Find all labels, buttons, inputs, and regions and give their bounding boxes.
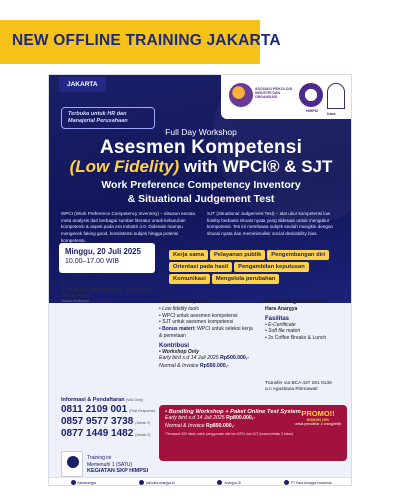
venue-name: Amaris Hotel* [68,279,111,286]
workshop-only-label: • Workshop Only [159,348,199,355]
himpsi-logo-label: HIMPSI [305,109,319,113]
materi-item: • Low fidelity tools [159,305,199,312]
contact-heading-text: Informasi & Pendaftaran [61,397,125,403]
top-banner [0,20,400,64]
partner-logos [221,75,351,119]
workshop-subtitle: Full Day Workshop [165,127,237,137]
promo-normal-value: Rp850.000,- [205,422,235,429]
pemateri-heading: Pemateri [265,293,291,299]
contact-section [61,397,165,439]
transfer-line: a.n Agustiana Rismawati [265,387,318,393]
phone-number-value: 0811 2109 001 [61,404,128,415]
audience-line-1: Terbuka untuk HR dan [68,111,127,117]
normal-price [159,363,255,370]
competency-chip: Pelayanan publik [210,250,265,260]
wpci-description: WPCI (Work Preference Competency Inventory) – disusun secara meta analysis dari berbagai sumber literatur untuk kebutuhan kompetensi & aspek pada era Industri 4.0. Didesain mampu mengecek faking good, konsistensi subjek hingga potensi kompetensi. [61,211,195,243]
instagram-icon [71,480,76,485]
sjt-description: SJT (Situational Judgement Test) – alat ukur kompetensi low fidelity berbasis situasi nyata yang didesain untuk mengukur kompetensi. Tes ini membawa subjek seolah mungkin dengan situasi nyata dan meminimalisir social desirability bias. [207,211,334,236]
transfer-line: Transfer via BCA 437 261 8136 [265,381,332,386]
materi-item: • WPCI untuk asesmen kompetensi [159,312,238,319]
low-fidelity-highlight: (Low Fidelity) [69,157,180,176]
promo-early-label: Early bird s.d 14 Juli 2025 [165,415,227,421]
promo-badge-title: PROMO!! [301,409,335,418]
linkedin-icon [284,480,289,485]
poster-footer [49,477,352,486]
footer-instagram [71,480,97,485]
youtube-icon [217,480,222,485]
venue-address: Jl. Pasar Baru Timur No.20-21, Sawah Besar, Jakarta Pusat [61,287,154,299]
footer-linkedin [284,480,331,485]
transfer-info [265,381,349,394]
competency-chip: Mengelola perubahan [212,274,280,284]
phone-number [61,416,165,427]
venue-note: *dalam konfirmasi [61,299,89,304]
wpci-fullname: Work Preference Competency Inventory [101,179,301,191]
apio-logo-icon [229,83,253,107]
competency-chip: Pengembangan diri [267,250,329,260]
contact-heading-note: (WA Only) [126,398,144,402]
footer-youtube-label: Anargya ID [224,480,241,485]
sjt-fullname: & Situational Judgement Test [127,193,275,205]
footer-website-label: psikotes.anargya.id [146,480,175,485]
audience-line-2: Manajerial Perusahaan [68,118,128,125]
phone-number [61,404,165,415]
footer-instagram-label: haraanargya [77,480,97,485]
footer-youtube [217,480,241,485]
promo-condition: untuk pendaftar 2 orang/lebih [294,422,342,427]
skp-line-1: Training ini [87,455,112,461]
phone-number-value: 0877 1449 1482 [61,428,134,439]
fasilitas-item: • E-Certificate [265,321,296,328]
contact-heading [61,397,165,403]
hara-logo-label: hara [327,111,336,116]
bonus-label: • Bonus materi: [159,326,196,332]
venue-name-row [61,279,161,286]
bonus-text: WPCI untuk seleksi kerja & pemetaan [159,326,253,339]
skp-certificate-icon [61,451,83,477]
phone-number-note: (Admin 2) [135,421,151,425]
skp-note [87,455,167,475]
pemateri-item: Tim Psikolog & Psikometri [265,299,328,305]
banner-title: NEW OFFLINE TRAINING JAKARTA [12,32,281,49]
himpsi-logo-icon [299,83,323,107]
bonus-materi [159,326,255,340]
competency-chip: Orientasi pada hasil [169,262,232,272]
footer-linkedin-label: PT Hara Anargya Indonesia [290,480,332,485]
early-bird-price [159,355,255,362]
promo-normal-label: Normal & Invoice [165,422,206,429]
phone-number [61,428,165,439]
workshop-title-line2 [49,157,352,177]
venue [61,279,161,303]
pemateri-item: Hara Anargya [265,305,298,312]
competency-chip: Kerja sama [169,250,208,260]
promo-title: • Bundling Workshop + Paket Online Test System [165,409,301,415]
pemateri-column [265,293,351,342]
city-tag: JAKARTA [59,77,106,92]
skp-line-2: Memenuhi 1 (SATU) [87,461,133,468]
workshop-title: Asesmen Kompetensi [99,137,303,158]
skp-line-3 [87,468,167,475]
early-bird-value: Rp500.000,- [220,355,249,362]
materi-column [159,293,255,370]
materi-item: • SJT untuk asesmen kompetensi [159,319,234,326]
competency-chips [169,250,347,284]
event-time: 10.00–17.00 WIB [65,258,120,265]
kontribusi-heading: Kontribusi [159,342,189,349]
phone-number-note: (Fast Response) [129,409,156,413]
promo-discount: DISKON 10% [306,418,330,422]
date-box [59,243,155,273]
phone-number-value: 0857 9577 3738 [61,416,134,427]
wpci-sjt-label: with WPCI® & SJT [179,157,333,176]
promo-note: *Termasuk 300 token untuk penggunaan alat tes WPCI dan SJT (masa berlaku 3 bulan) [165,432,294,437]
event-date: Minggu, 20 Juli 2025 [65,247,141,256]
globe-icon [139,480,144,485]
footer-website [139,480,174,485]
normal-value: Rp550.000,- [199,362,229,369]
promo-early-value: Rp800.000,- [226,415,255,421]
apio-logo-label: ASOSIASI PSIKOLOGI INDUSTRI DAN ORGANISASI [255,87,293,100]
audience-pill [61,107,155,129]
promo-badge-sub [293,418,343,427]
promo-box [159,405,347,461]
materi-heading: Materi [159,293,177,299]
materi-item: • Asesmen kompetensi [159,299,210,305]
workshop-poster [48,74,352,486]
skp-line-3-text: KEGIATAN SKP HIMPSI [87,468,149,474]
fasilitas-item: • Soft file materi [265,328,301,335]
location-pin-icon [60,278,67,285]
promo-badge [293,409,343,439]
hara-logo-icon [327,83,345,109]
competency-chip: Pengambilan keputusan [234,262,309,272]
fasilitas-item: • 2x Coffee Breaks & Lunch [265,335,327,341]
competency-chip: Komunikasi [169,274,210,284]
early-bird-label: Early bird s.d 14 Juli 2025 [159,355,221,362]
fasilitas-heading: Fasilitas [265,315,290,322]
phone-number-note: (Admin 3) [135,433,151,437]
normal-label: Normal & Invoice [159,362,200,369]
